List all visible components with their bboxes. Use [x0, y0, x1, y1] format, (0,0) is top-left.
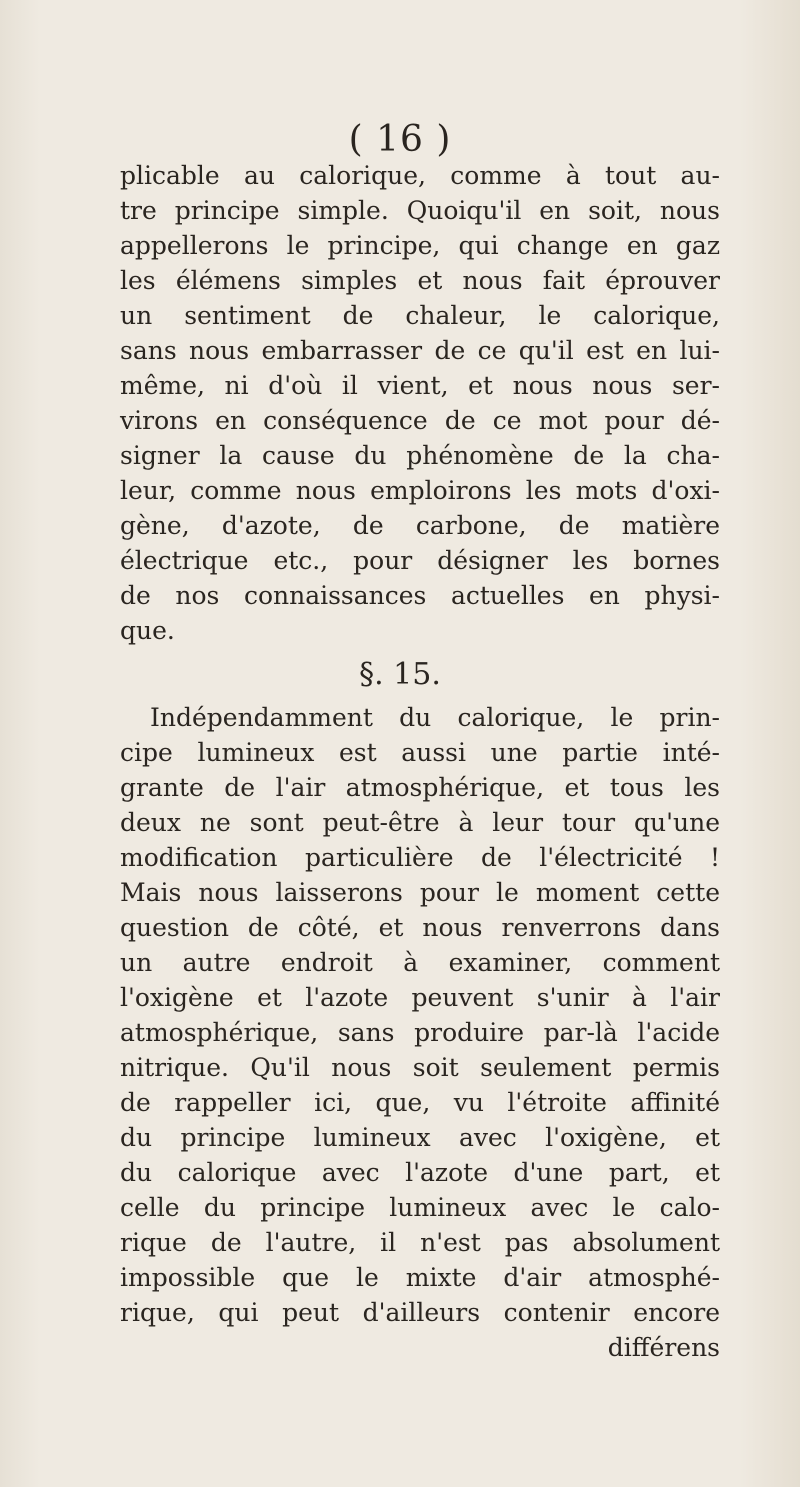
text-line: question de côté, et nous renverrons dans [120, 913, 720, 942]
text-line: appellerons le principe, qui change en gaz [120, 231, 720, 260]
text-line: grante de l'air atmosphérique, et tous les [120, 773, 720, 802]
text-line: Indépendamment du calorique, le prin- [150, 703, 720, 732]
text-line: que. [120, 616, 175, 645]
text-line: tre principe simple. Quoiqu'il en soit, nous [120, 196, 720, 225]
catchword: différens [607, 1333, 720, 1362]
text-line: rique de l'autre, il n'est pas absolument [120, 1228, 720, 1257]
text-line: de nos connaissances actuelles en physi- [120, 581, 720, 610]
text-line: de rappeller ici, que, vu l'étroite affinité [120, 1088, 720, 1117]
text-line: du principe lumineux avec l'oxigène, et [120, 1123, 720, 1152]
text-line: l'oxigène et l'azote peuvent s'unir à l'air [120, 983, 720, 1012]
text-line: cipe lumineux est aussi une partie inté- [120, 738, 720, 767]
text-line: deux ne sont peut-être à leur tour qu'une [120, 808, 720, 837]
text-line: électrique etc., pour désigner les bornes [120, 546, 720, 575]
text-line: signer la cause du phénomène de la cha- [120, 441, 720, 470]
text-line: du calorique avec l'azote d'une part, et [120, 1158, 720, 1187]
text-line: rique, qui peut d'ailleurs contenir encore [120, 1298, 720, 1327]
text-line: Mais nous laisserons pour le moment cette [120, 878, 720, 907]
text-line: virons en conséquence de ce mot pour dé- [120, 406, 720, 435]
text-line: leur, comme nous emploirons les mots d'oxi- [120, 476, 720, 505]
section-heading: §. 15. [359, 657, 441, 692]
page-number: ( 16 ) [348, 119, 452, 160]
text-line: gène, d'azote, de carbone, de matière [120, 511, 720, 540]
text-line: impossible que le mixte d'air atmosphé- [120, 1263, 720, 1292]
text-line: même, ni d'où il vient, et nous nous ser- [120, 371, 720, 400]
text-line: nitrique. Qu'il nous soit seulement permis [120, 1053, 720, 1082]
text-line: un sentiment de chaleur, le calorique, [120, 301, 720, 330]
text-line: plicable au calorique, comme à tout au- [120, 161, 720, 190]
text-line: celle du principe lumineux avec le calo- [120, 1193, 720, 1222]
text-line: atmosphérique, sans produire par-là l'acide [120, 1018, 720, 1047]
text-line: sans nous embarrasser de ce qu'il est en lui- [120, 336, 720, 365]
text-line: un autre endroit à examiner, comment [120, 948, 720, 977]
text-line: les élémens simples et nous fait éprouver [120, 266, 720, 295]
text-line: modification particulière de l'électricité ! [120, 843, 720, 872]
